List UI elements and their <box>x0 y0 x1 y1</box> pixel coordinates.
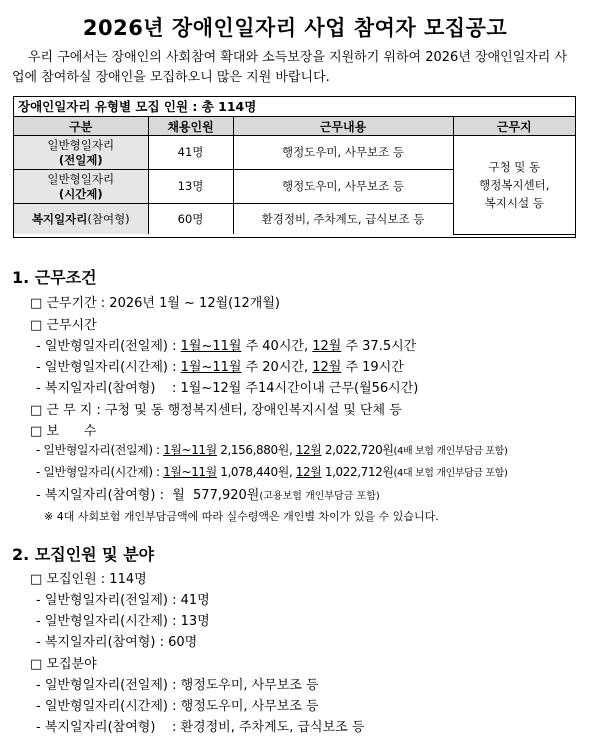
row-type: 일반형일자리 (시간제) <box>14 170 148 204</box>
field-parttime: - 일반형일자리(시간제) : 행정도우미, 사무보조 등 <box>36 699 319 714</box>
row-duty: 환경정비, 주차계도, 급식보조 등 <box>233 204 453 235</box>
header-count: 채용인원 <box>148 117 233 136</box>
row-count: 13명 <box>148 170 233 204</box>
row-duty: 행정도우미, 사무보조 등 <box>233 170 453 204</box>
row-count: 41명 <box>148 136 233 170</box>
header-duty: 근무내용 <box>233 117 453 136</box>
recruit-fulltime: - 일반형일자리(전일제) : 41명 <box>36 593 210 608</box>
header-type: 구분 <box>14 117 148 136</box>
header-workplace: 근무지 <box>453 117 575 136</box>
workplace-line: □ 근 무 지 : 구청 및 동 행정복지센터, 장애인복지시설 및 단체 등 <box>30 403 402 418</box>
row-count: 60명 <box>148 204 233 235</box>
section1-title: 1. 근무조건 <box>12 268 97 287</box>
recruit-welfare: - 복지일자리(참여형) : 60명 <box>36 635 198 650</box>
work-period: □ 근무기간 : 2026년 1월 ~ 12월(12개월) <box>30 296 280 311</box>
row-type: 일반형일자리 (전일제) <box>14 136 148 170</box>
pay-title: □ 보 수 <box>30 424 97 439</box>
field-title: □ 모집분야 <box>30 657 97 672</box>
table-caption: 장애인일자리 유형별 모집 인원 : 총 114명 <box>14 97 575 117</box>
pay-fulltime: - 일반형일자리(전일제) : 1월~11월 2,156,880원, 12월 2,022,720원(4배 보험 개인부담금 포함) <box>36 443 508 457</box>
workplace-cell: 구청 및 동 행정복지센터, 복지시설 등 <box>453 136 575 235</box>
recruitment-grid <box>14 117 575 235</box>
field-welfare: - 복지일자리(참여형) : 환경정비, 주차계도, 급식보조 등 <box>36 720 365 735</box>
recruit-parttime: - 일반형일자리(시간제) : 13명 <box>36 614 210 629</box>
hours-fulltime: - 일반형일자리(전일제) : 1월~11월 주 40시간, 12월 주 37.5시간 <box>36 339 417 354</box>
pay-footnote: ※ 4대 사회보험 개인부담금액에 따라 실수령액은 개인별 차이가 있을 수 있습니다. <box>44 510 439 523</box>
recruitment-table <box>13 96 576 238</box>
table-header-row <box>14 117 575 136</box>
pay-welfare: - 복지일자리(참여형) : 월 577,920원(고용보험 개인부담금 포함) <box>36 488 380 503</box>
hours-parttime: - 일반형일자리(시간제) : 1월~11월 주 20시간, 12월 주 19시간 <box>36 360 404 375</box>
document-title: 2026년 장애인일자리 사업 참여자 모집공고 <box>82 16 508 40</box>
row-type: 복지일자리(참여형) <box>14 204 148 235</box>
recruit-total: □ 모집인원 : 114명 <box>30 572 147 587</box>
table-row <box>14 136 575 170</box>
row-duty: 행정도우미, 사무보조 등 <box>233 136 453 170</box>
hours-welfare: - 복지일자리(참여형) : 1월~12월 주14시간이내 근무(월56시간) <box>36 381 419 396</box>
intro-paragraph: 우리 구에서는 장애인의 사회참여 확대와 소득보장을 지원하기 위하여 2026년 장애인일자리 사업에 참여하실 장애인을 모집하오니 많은 지원 바랍니다. <box>12 50 568 85</box>
field-fulltime: - 일반형일자리(전일제) : 행정도우미, 사무보조 등 <box>36 678 319 693</box>
section2-title: 2. 모집인원 및 분야 <box>12 545 155 564</box>
work-hours-title: □ 근무시간 <box>30 318 97 333</box>
pay-parttime: - 일반형일자리(시간제) : 1월~11월 1,078,440원, 12월 1,022,712원(4대 보험 개인부담금 포함) <box>36 465 508 479</box>
